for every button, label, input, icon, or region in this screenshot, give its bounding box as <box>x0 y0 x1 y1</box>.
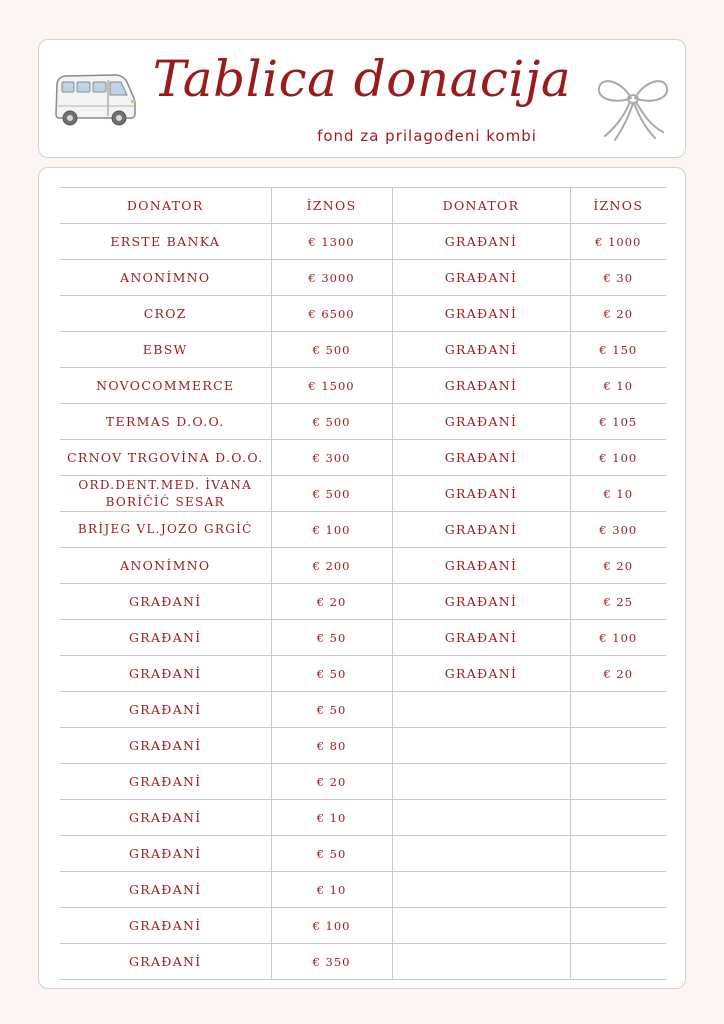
amount-cell: € 10 <box>570 368 666 404</box>
amount-cell: € 350 <box>271 944 392 980</box>
bow-icon <box>595 70 671 142</box>
donor-cell: GRAĐANİ <box>60 620 271 656</box>
table-row <box>60 764 666 800</box>
amount-cell: € 100 <box>570 440 666 476</box>
donor-cell: TERMAS D.O.O. <box>60 404 271 440</box>
donor-cell: GRAĐANİ <box>392 368 570 404</box>
donor-cell: GRAĐANİ <box>60 692 271 728</box>
table-row <box>60 512 666 548</box>
amount-cell <box>570 872 666 908</box>
table-row <box>60 908 666 944</box>
table-row <box>60 296 666 332</box>
donor-cell: GRAĐANİ <box>392 296 570 332</box>
table-row <box>60 476 666 512</box>
table-row <box>60 620 666 656</box>
table-card <box>38 167 686 989</box>
donor-cell: GRAĐANİ <box>392 584 570 620</box>
table-row <box>60 692 666 728</box>
donor-cell: CRNOV TRGOVİNA D.O.O. <box>60 440 271 476</box>
amount-cell: € 30 <box>570 260 666 296</box>
table-row <box>60 404 666 440</box>
amount-cell: € 80 <box>271 728 392 764</box>
donor-cell: ORD.DENT.MED. İVANA BORİČİĆ SESAR <box>60 476 271 512</box>
amount-cell: € 300 <box>271 440 392 476</box>
amount-cell: € 50 <box>271 692 392 728</box>
donor-cell <box>392 908 570 944</box>
table-row <box>60 836 666 872</box>
donor-cell <box>392 836 570 872</box>
amount-cell: € 500 <box>271 332 392 368</box>
amount-cell: € 20 <box>271 764 392 800</box>
amount-cell: € 20 <box>570 296 666 332</box>
donor-cell: GRAĐANİ <box>392 512 570 548</box>
donor-cell: GRAĐANİ <box>392 260 570 296</box>
amount-cell: € 105 <box>570 404 666 440</box>
table-row <box>60 548 666 584</box>
amount-cell <box>570 908 666 944</box>
donor-cell: GRAĐANİ <box>392 332 570 368</box>
amount-cell: € 1000 <box>570 224 666 260</box>
donor-cell: GRAĐANİ <box>392 404 570 440</box>
amount-cell: € 1500 <box>271 368 392 404</box>
donor-cell: EBSW <box>60 332 271 368</box>
donor-cell: GRAĐANİ <box>392 620 570 656</box>
amount-cell: € 100 <box>271 908 392 944</box>
donor-cell: BRİJEG VL.JOZO GRGİĆ <box>60 512 271 548</box>
amount-cell: € 10 <box>271 872 392 908</box>
amount-cell: € 150 <box>570 332 666 368</box>
donor-cell <box>392 872 570 908</box>
amount-cell: € 300 <box>570 512 666 548</box>
amount-cell <box>570 728 666 764</box>
amount-cell: € 50 <box>271 620 392 656</box>
donor-cell: GRAĐANİ <box>392 476 570 512</box>
donor-cell: GRAĐANİ <box>60 656 271 692</box>
donor-cell: GRAĐANİ <box>60 836 271 872</box>
donations-table <box>60 187 666 980</box>
donor-cell <box>392 728 570 764</box>
page-title: Tablica donacija <box>152 50 572 108</box>
table-row <box>60 332 666 368</box>
donor-cell: ERSTE BANKA <box>60 224 271 260</box>
amount-cell: € 20 <box>271 584 392 620</box>
column-header-donator: DONATOR <box>392 188 570 224</box>
donor-cell: GRAĐANİ <box>392 224 570 260</box>
donor-cell: GRAĐANİ <box>60 584 271 620</box>
table-header-row <box>60 188 666 224</box>
amount-cell: € 6500 <box>271 296 392 332</box>
amount-cell <box>570 944 666 980</box>
donor-cell: GRAĐANİ <box>60 728 271 764</box>
amount-cell <box>570 764 666 800</box>
page-subtitle: fond za prilagođeni kombi <box>317 127 537 145</box>
donor-cell: GRAĐANİ <box>60 872 271 908</box>
amount-cell <box>570 800 666 836</box>
amount-cell <box>570 836 666 872</box>
donor-cell <box>392 944 570 980</box>
donor-cell <box>392 692 570 728</box>
column-header-amount: İZNOS <box>570 188 666 224</box>
donor-cell: ANONİMNO <box>60 548 271 584</box>
table-row <box>60 260 666 296</box>
table-row <box>60 224 666 260</box>
amount-cell: € 100 <box>271 512 392 548</box>
donor-cell: GRAĐANİ <box>392 440 570 476</box>
donor-cell: GRAĐANİ <box>392 656 570 692</box>
donor-cell <box>392 764 570 800</box>
table-row <box>60 872 666 908</box>
amount-cell: € 100 <box>570 620 666 656</box>
amount-cell: € 20 <box>570 548 666 584</box>
table-row <box>60 800 666 836</box>
table-row <box>60 656 666 692</box>
donor-cell <box>392 800 570 836</box>
amount-cell: € 20 <box>570 656 666 692</box>
amount-cell: € 200 <box>271 548 392 584</box>
amount-cell: € 3000 <box>271 260 392 296</box>
header-card <box>38 39 686 158</box>
amount-cell: € 1300 <box>271 224 392 260</box>
amount-cell <box>570 692 666 728</box>
amount-cell: € 500 <box>271 476 392 512</box>
donor-cell: GRAĐANİ <box>60 908 271 944</box>
table-row <box>60 368 666 404</box>
donor-cell: ANONİMNO <box>60 260 271 296</box>
table-row <box>60 944 666 980</box>
column-header-amount: İZNOS <box>271 188 392 224</box>
column-header-donator: DONATOR <box>60 188 271 224</box>
amount-cell: € 10 <box>271 800 392 836</box>
amount-cell: € 10 <box>570 476 666 512</box>
amount-cell: € 25 <box>570 584 666 620</box>
donor-cell: GRAĐANİ <box>392 548 570 584</box>
donor-cell: NOVOCOMMERCE <box>60 368 271 404</box>
amount-cell: € 50 <box>271 656 392 692</box>
donor-cell: GRAĐANİ <box>60 800 271 836</box>
table-row <box>60 728 666 764</box>
donor-cell: CROZ <box>60 296 271 332</box>
table-row <box>60 584 666 620</box>
donor-cell: GRAĐANİ <box>60 944 271 980</box>
table-row <box>60 440 666 476</box>
donor-cell: GRAĐANİ <box>60 764 271 800</box>
amount-cell: € 500 <box>271 404 392 440</box>
amount-cell: € 50 <box>271 836 392 872</box>
